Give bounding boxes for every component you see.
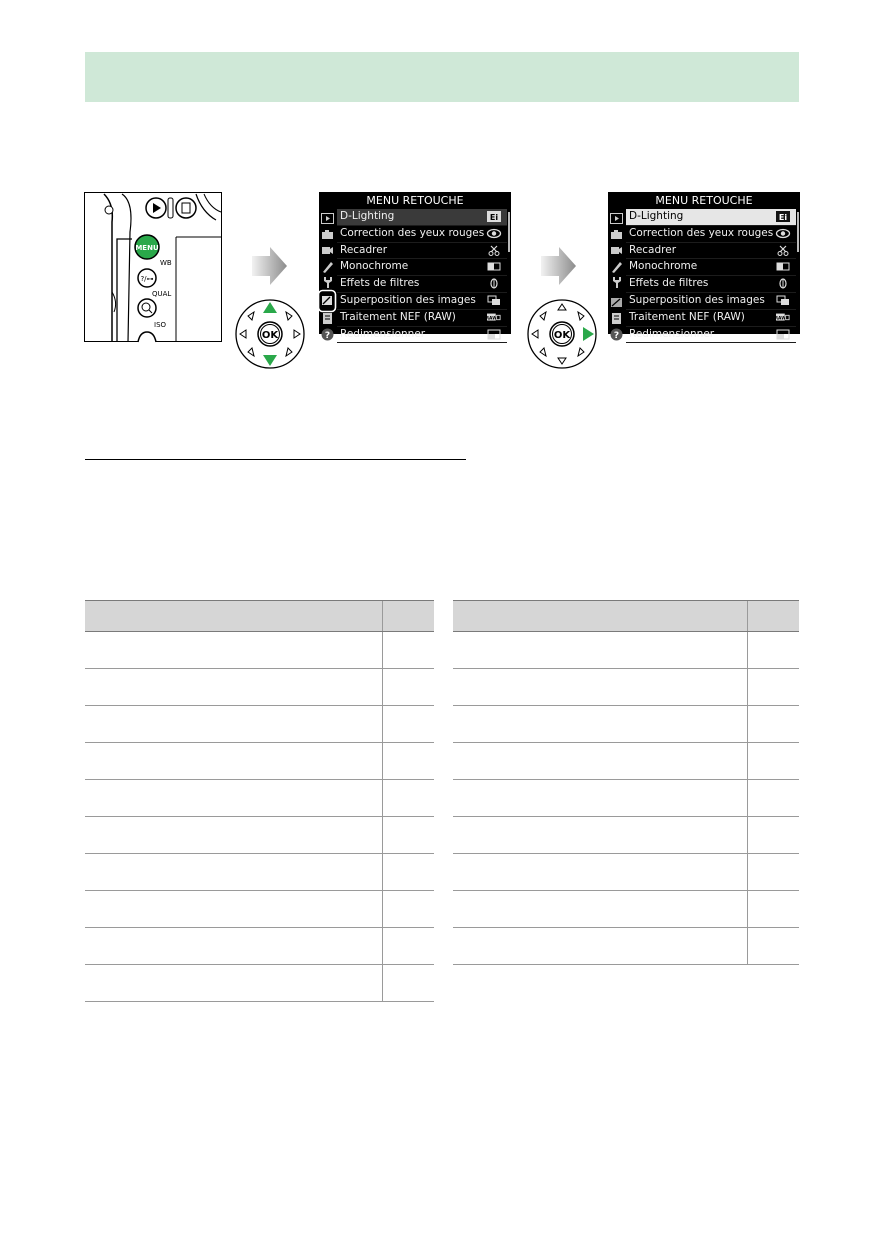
svg-text:?/⊶: ?/⊶ — [140, 275, 154, 283]
menu-item[interactable] — [337, 259, 507, 276]
section-header-band — [85, 52, 799, 102]
playback-tab-icon[interactable] — [610, 212, 623, 225]
multi-selector-right — [526, 298, 598, 370]
table-row — [85, 891, 434, 928]
wb-label: WB — [160, 259, 172, 267]
table-header-row — [453, 601, 799, 632]
table-cell-option — [453, 780, 748, 817]
menu-item[interactable] — [337, 226, 507, 243]
table-cell-option — [453, 891, 748, 928]
custom-settings-tab-icon[interactable] — [321, 260, 334, 273]
table-cell-option — [453, 632, 748, 669]
table-cell-page — [383, 928, 435, 965]
ok-label: OK — [553, 330, 571, 341]
menu-item-label: Recadrer — [340, 243, 388, 256]
scrollbar[interactable] — [797, 212, 799, 252]
table-cell-option — [453, 928, 748, 965]
table-cell-option — [85, 891, 383, 928]
table-row — [453, 854, 799, 891]
table-header-page — [383, 601, 435, 632]
menu-item-label: Redimensionner — [340, 327, 426, 340]
table-cell-option — [85, 965, 383, 1002]
movie-tab-icon[interactable] — [610, 244, 623, 257]
menu-item[interactable] — [626, 276, 796, 293]
table-cell-option — [85, 854, 383, 891]
red-eye-icon — [776, 228, 790, 239]
retouch-tab-icon[interactable] — [610, 296, 623, 309]
table-cell-option — [85, 706, 383, 743]
menu-item-label: Traitement NEF (RAW) — [340, 310, 456, 323]
svg-text:Ei: Ei — [778, 213, 788, 222]
reference-table-left — [85, 600, 434, 1002]
svg-text:RAW: RAW — [485, 316, 498, 322]
menu-button-label: MENU — [135, 244, 159, 252]
arrow-right-icon — [539, 246, 577, 286]
my-menu-tab-icon[interactable] — [321, 312, 334, 325]
menu-item-label: Traitement NEF (RAW) — [629, 310, 745, 323]
table-cell-option — [453, 817, 748, 854]
table-cell-page — [748, 669, 800, 706]
menu-tab-sidebar — [319, 209, 336, 341]
table-row — [453, 706, 799, 743]
table-cell-page — [748, 928, 800, 965]
table-row — [85, 965, 434, 1002]
movie-tab-icon[interactable] — [321, 244, 334, 257]
setup-tab-icon[interactable] — [321, 276, 334, 289]
table-cell-option — [85, 928, 383, 965]
table-cell-page — [383, 965, 435, 1002]
table-row — [453, 632, 799, 669]
table-row — [453, 780, 799, 817]
table-row — [453, 669, 799, 706]
table-cell-option — [453, 854, 748, 891]
menu-item[interactable] — [626, 243, 796, 260]
d-lighting-icon — [487, 211, 501, 222]
table-cell-page — [383, 669, 435, 706]
resize-icon — [487, 329, 501, 340]
table-cell-option — [85, 817, 383, 854]
menu-item[interactable] — [337, 243, 507, 260]
setup-tab-icon[interactable] — [610, 276, 623, 289]
table-cell-page — [748, 706, 800, 743]
resize-icon — [776, 329, 790, 340]
table-header-page — [748, 601, 800, 632]
menu-item-label: Superposition des images — [340, 293, 476, 306]
menu-title: MENU RETOUCHE — [366, 194, 464, 207]
table-row — [85, 669, 434, 706]
custom-settings-tab-icon[interactable] — [610, 260, 623, 273]
table-cell-page — [748, 817, 800, 854]
table-row — [453, 891, 799, 928]
menu-item-label: D-Lighting — [629, 210, 684, 222]
table-cell-page — [748, 891, 800, 928]
monochrome-icon — [776, 261, 790, 272]
menu-item[interactable] — [337, 209, 507, 226]
image-overlay-icon — [487, 295, 501, 306]
table-cell-page — [383, 780, 435, 817]
menu-item-label: D-Lighting — [340, 210, 395, 222]
menu-item-label: Recadrer — [629, 243, 677, 256]
playback-tab-icon[interactable] — [321, 212, 334, 225]
table-cell-page — [383, 632, 435, 669]
table-cell-page — [748, 780, 800, 817]
camera-body-illustration — [84, 192, 222, 342]
menu-tab-sidebar — [608, 209, 625, 341]
svg-text:?: ? — [324, 331, 331, 341]
table-cell-page — [383, 706, 435, 743]
retouch-menu-screen-right — [608, 192, 800, 341]
table-cell-page — [383, 817, 435, 854]
menu-item[interactable] — [626, 310, 796, 327]
menu-item-label: Monochrome — [340, 260, 409, 273]
red-eye-icon — [487, 228, 501, 239]
menu-item-label: Effets de filtres — [629, 277, 709, 290]
menu-item-label: Superposition des images — [629, 293, 765, 306]
camera-tab-icon[interactable] — [321, 228, 334, 241]
table-cell-option — [85, 632, 383, 669]
help-icon[interactable] — [321, 328, 334, 341]
table-cell-option — [85, 780, 383, 817]
table-row — [453, 817, 799, 854]
table-cell-page — [748, 632, 800, 669]
qual-label: QUAL — [152, 290, 172, 298]
svg-text:?: ? — [613, 331, 620, 341]
table-row — [85, 780, 434, 817]
table-row — [85, 632, 434, 669]
help-icon[interactable] — [610, 328, 623, 341]
my-menu-tab-icon[interactable] — [610, 312, 623, 325]
retouch-tab-icon-selected[interactable] — [317, 289, 337, 313]
menu-item[interactable] — [337, 293, 507, 310]
menu-item[interactable] — [626, 209, 796, 226]
menu-item-label: Correction des yeux rouges — [340, 226, 485, 239]
table-row — [453, 743, 799, 780]
menu-item[interactable] — [337, 310, 507, 327]
table-header-option — [453, 601, 748, 632]
d-lighting-icon — [776, 211, 790, 222]
table-cell-option — [453, 706, 748, 743]
table-header-option — [85, 601, 383, 632]
table-cell-page — [383, 891, 435, 928]
menu-item[interactable] — [337, 327, 507, 344]
image-overlay-icon — [776, 295, 790, 306]
table-cell-page — [383, 743, 435, 780]
nef-raw-icon — [487, 312, 501, 323]
table-row — [85, 817, 434, 854]
svg-text:Ei: Ei — [489, 213, 499, 222]
table-row — [85, 706, 434, 743]
menu-item-list — [626, 209, 796, 343]
multi-selector-up-down — [234, 298, 306, 370]
table-cell-option — [85, 743, 383, 780]
table-cell-page — [748, 743, 800, 780]
menu-item-list — [337, 209, 507, 343]
filter-effects-icon — [487, 278, 501, 289]
monochrome-icon — [487, 261, 501, 272]
table-header-row — [85, 601, 434, 632]
table-row — [85, 928, 434, 965]
scrollbar[interactable] — [508, 212, 510, 252]
table-cell-option — [453, 743, 748, 780]
menu-item-label: Monochrome — [629, 260, 698, 273]
table-cell-page — [748, 854, 800, 891]
ok-label: OK — [261, 330, 279, 341]
menu-item[interactable] — [337, 276, 507, 293]
filter-effects-icon — [776, 278, 790, 289]
iso-label: ISO — [154, 321, 167, 329]
table-cell-option — [85, 669, 383, 706]
menu-item-label: Effets de filtres — [340, 277, 420, 290]
table-row — [453, 928, 799, 965]
reference-table-right — [453, 600, 799, 965]
menu-item[interactable] — [626, 293, 796, 310]
camera-tab-icon[interactable] — [610, 228, 623, 241]
menu-title: MENU RETOUCHE — [655, 194, 753, 207]
trim-icon — [487, 245, 501, 256]
menu-item-label: Correction des yeux rouges — [629, 226, 774, 239]
menu-item[interactable] — [626, 327, 796, 344]
table-row — [85, 743, 434, 780]
section-divider-line — [85, 459, 466, 460]
svg-text:RAW: RAW — [774, 316, 787, 322]
menu-item[interactable] — [626, 259, 796, 276]
menu-item-label: Redimensionner — [629, 327, 715, 340]
nef-raw-icon — [776, 312, 790, 323]
table-cell-page — [383, 854, 435, 891]
menu-item[interactable] — [626, 226, 796, 243]
arrow-right-icon — [250, 246, 288, 286]
table-cell-option — [453, 669, 748, 706]
trim-icon — [776, 245, 790, 256]
retouch-menu-screen-left — [319, 192, 511, 341]
table-row — [85, 854, 434, 891]
